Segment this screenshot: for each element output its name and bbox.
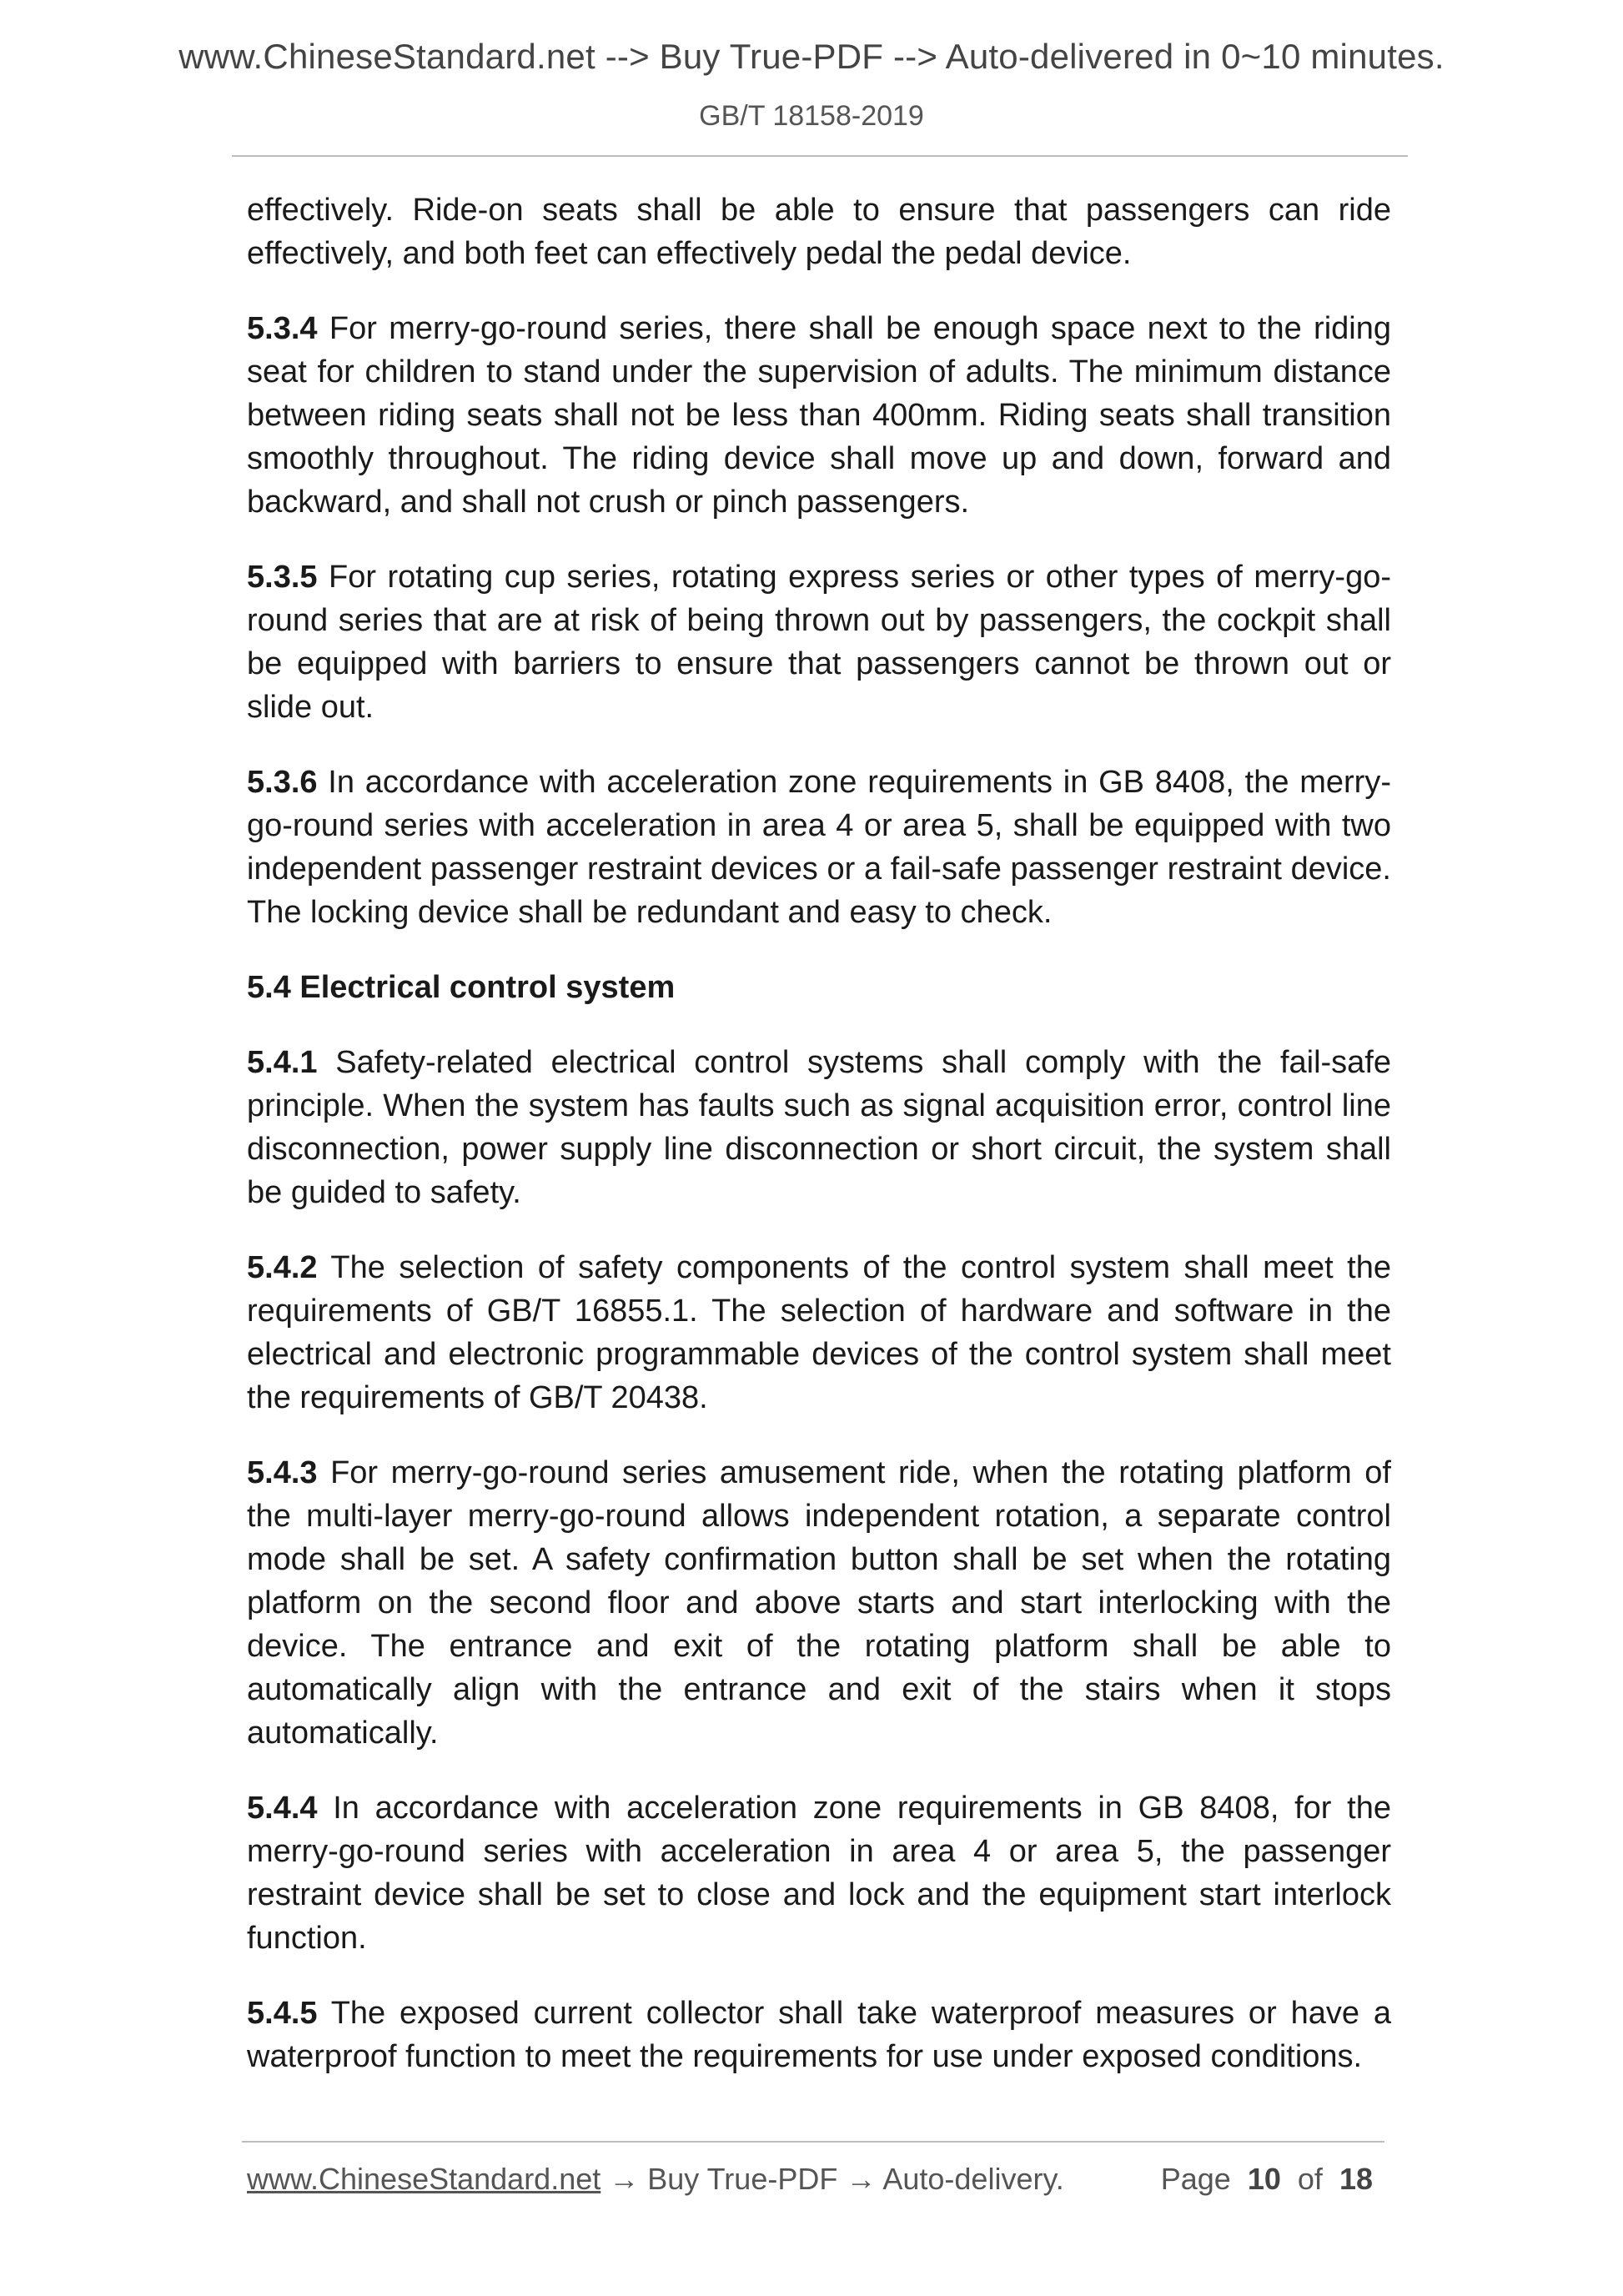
arrow-right-icon: → xyxy=(600,2162,648,2196)
clause-text: The exposed current collector shall take waterproof measures or have a waterproof function to meet the requirements for use under exposed conditions. xyxy=(247,1996,1391,2074)
auto-delivery-text: Auto-delivery. xyxy=(882,2162,1064,2196)
total-pages: 18 xyxy=(1339,2162,1373,2196)
clause-number: 5.3.5 xyxy=(247,560,318,595)
clause-5-3-6 xyxy=(247,761,1391,934)
clause-5-4-4 xyxy=(247,1786,1391,1960)
clause-number: 5.4.2 xyxy=(247,1250,318,1285)
footer-divider xyxy=(242,2141,1384,2143)
clause-number: 5.4.3 xyxy=(247,1455,318,1490)
clause-number: 5.3.4 xyxy=(247,311,318,346)
page-label: Page xyxy=(1160,2162,1231,2196)
clause-number: 5.4.5 xyxy=(247,1996,318,2031)
current-page: 10 xyxy=(1247,2162,1281,2196)
header-divider xyxy=(232,155,1408,157)
clause-5-4-3 xyxy=(247,1451,1391,1755)
arrow-right-icon: → xyxy=(837,2162,883,2196)
clause-number: 5.4.1 xyxy=(247,1045,318,1080)
clause-5-4-1 xyxy=(247,1041,1391,1214)
clause-text: Safety-related electrical control systems shall comply with the fail-safe principle. When the system has faults such as signal acquisition error, control line disconnection, power supply line disconnection or short circuit, the system shall be guided to safety. xyxy=(247,1045,1391,1210)
clause-text: In accordance with acceleration zone requirements in GB 8408, the merry-go-round series with acceleration in area 4 or area 5, shall be equipped with two independent passenger restraint devices or a fail-safe passenger restraint device. The locking device shall be redundant and easy to check. xyxy=(247,765,1391,930)
footer-links xyxy=(247,2162,1064,2197)
page-of-label: of xyxy=(1297,2162,1323,2196)
buy-pdf-text: Buy True-PDF xyxy=(647,2162,838,2196)
paragraph-continuation xyxy=(247,188,1391,275)
standard-code: GB/T 18158-2019 xyxy=(699,100,924,132)
clause-text: For merry-go-round series, there shall be enough space next to the riding seat for children to stand under the supervision of adults. The minimum distance between riding seats shall not be less than 400mm. Riding seats shall transition smoothly throughout. The riding device shall move up and down, forward and backward, and shall not crush or pinch passengers. xyxy=(247,311,1391,520)
site-banner: www.ChineseStandard.net --> Buy True-PDF --> Auto-delivered in 0~10 minutes. xyxy=(178,37,1445,76)
clause-5-3-4 xyxy=(247,307,1391,524)
section-heading-5-4: 5.4 Electrical control system xyxy=(247,970,676,1005)
page-number xyxy=(1161,2162,1373,2197)
clause-text: For rotating cup series, rotating express series or other types of merry-go-round series that are at risk of being thrown out by passengers, the cockpit shall be equipped with barriers to ensure that passengers cannot be thrown out or slide out. xyxy=(247,560,1391,725)
clause-5-3-5 xyxy=(247,555,1391,729)
clause-text: The selection of safety components of the control system shall meet the requirements of GB/T 16855.1. The selection of hardware and software in the electrical and electronic programmable devices of the control system shall meet the requirements of GB/T 20438. xyxy=(247,1250,1391,1415)
site-link[interactable]: www.ChineseStandard.net xyxy=(247,2162,601,2196)
clause-text: In accordance with acceleration zone requirements in GB 8408, for the merry-go-round series with acceleration in area 4 or area 5, the passenger restraint device shall be set to close and lock and the equipment start interlock function. xyxy=(247,1791,1391,1956)
clause-number: 5.3.6 xyxy=(247,765,318,800)
clause-number: 5.4.4 xyxy=(247,1791,318,1826)
paragraph-text: effectively. Ride-on seats shall be able to ensure that passengers can ride effectively, and both feet can effectively pedal the pedal device. xyxy=(247,193,1391,271)
clause-5-4-2 xyxy=(247,1246,1391,1419)
page-footer xyxy=(247,2162,1384,2202)
page-content xyxy=(247,188,1391,2110)
clause-text: For merry-go-round series amusement ride, when the rotating platform of the multi-layer merry-go-round allows independent rotation, a separate control mode shall be set. A safety confirmation button shall be set when the rotating platform on the second floor and above starts and start interlocking with the device. The entrance and exit of the rotating platform shall be able to automatically align with the entrance and exit of the stairs when it stops automatically. xyxy=(247,1455,1391,1751)
clause-5-4-5 xyxy=(247,1992,1391,2078)
